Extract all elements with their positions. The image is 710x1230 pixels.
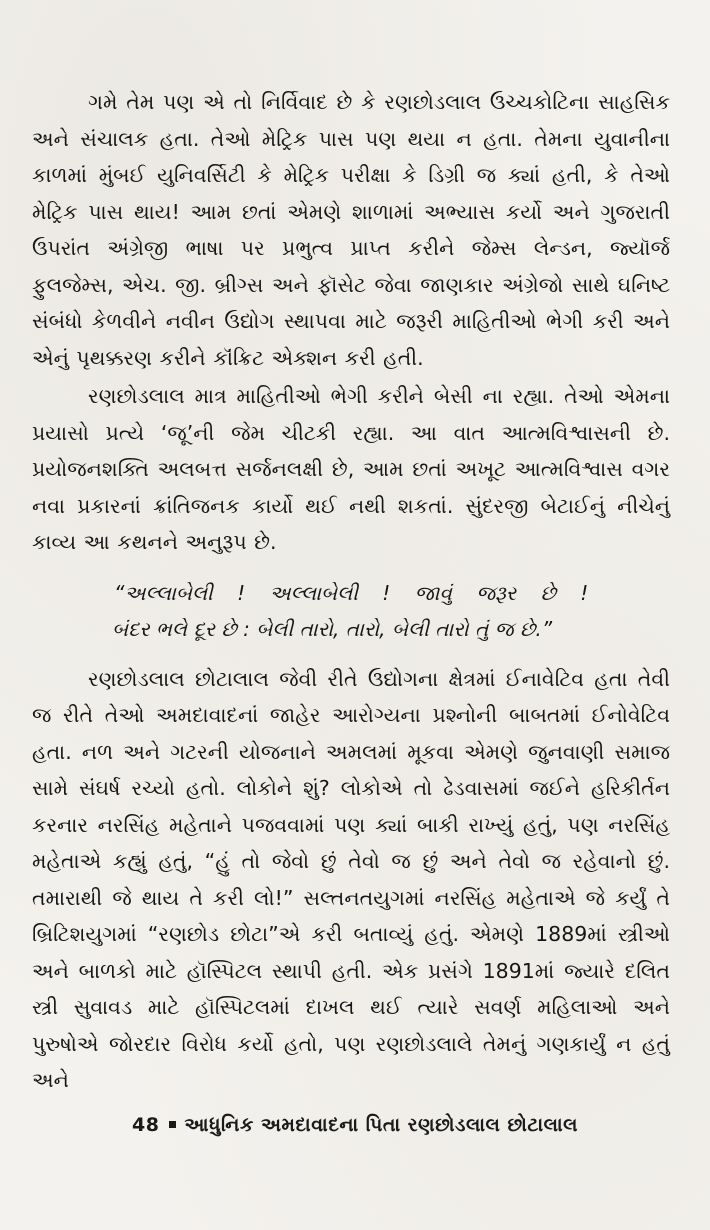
poem-quote: [32, 575, 670, 647]
paragraph-3: [32, 661, 670, 1099]
poem-line-2: બંદર ભલે દૂર છે : બેલી તારો, તારો, બેલી તારો તું જ છે.”: [112, 616, 553, 641]
paragraph-1: [32, 84, 670, 376]
paragraph-3-text: રણછોડલાલ છોટાલાલ જેવી રીતે ઉદ્યોગના ક્ષેત્રમાં ઈનાવેટિવ હતા તેવી જ રીતે તેઓ અમદાવાદનાં જાહેર આરોગ્યના પ્રશ્નોની બાબતમાં ઈનોવેટિવ હતા. નળ અને ગટરની યોજનાને અમલમાં મૂકવા એમણે જુનવાણી સમાજ સામે સંઘર્ષ રચ્યો હતો. લોકોને શું? લોકોએ તો ઢેડવાસમાં જઈને હરિકીર્તન કરનાર નરસિંહ મહેતાને પજવવામાં પણ ક્યાં બાકી રાખ્યું હતું, પણ નરસિંહ મહેતાએ કહ્યું હતું, “હું તો જેવો છું તેવો જ છું અને તેવો જ રહેવાનો છું. તમારાથી જે થાય તે કરી લો!” સલ્તનતયુગમાં નરસિંહ મહેતાએ જે કર્યું તે બ્રિટિશયુગમાં “રણછોડ છોટા”એ કરી બતાવ્યું હતું. એમણે 1889માં સ્ત્રીઓ અને બાળકો માટે હૉસ્પિટલ સ્થાપી હતી. એક પ્રસંગે 1891માં જ્યારે દલિત સ્ત્રી સુવાવડ માટે હૉસ્પિટલમાં દાખલ થઈ ત્યારે સવર્ણ મહિલાઓ અને પુરુષોએ જોરદાર વિરોધ કર્યો હતો, પણ રણછોડલાલે તેમનું ગણકાર્યું ન હતું અને: [32, 666, 670, 1092]
poem-line-1: “અલ્લાબેલી ! અલ્લાબેલી ! જાવું જરૂર છે !: [114, 580, 589, 605]
paragraph-2-text: રણછોડલાલ માત્ર માહિતીઓ ભેગી કરીને બેસી ના રહ્યા. તેઓ એમના પ્રયાસો પ્રત્યે ‘જૂ’ની જેમ ચીટકી રહ્યા. આ વાત આત્મવિશ્વાસની છે. પ્રયોજનશક્તિ અલબત્ત સર્જનલક્ષી છે, આમ છતાં અખૂટ આત્મવિશ્વાસ વગર નવા પ્રકારનાં ક્રાંતિજનક કાર્યો થઈ નથી શકતાં. સુંદરજી બેટાઈનું નીચેનું કાવ્ય આ કથનને અનુરૂપ છે.: [32, 384, 670, 554]
paragraph-1-text: ગમે તેમ પણ એ તો નિર્વિવાદ છે કે રણછોડલાલ ઉચ્ચકોટિના સાહસિક અને સંચાલક હતા. તેઓ મેટ્રિક પાસ પણ થયા ન હતા. તેમના યુવાનીના કાળમાં મુંબઈ યુનિવર્સિટી કે મેટ્રિક પરીક્ષા કે ડિગ્રી જ ક્યાં હતી, કે તેઓ મેટ્રિક પાસ થાય! આમ છતાં એમણે શાળામાં અભ્યાસ કર્યો અને ગુજરાતી ઉપરાંત અંગ્રેજી ભાષા પર પ્રભુત્વ પ્રાપ્ત કરીને જેમ્સ લેન્ડન, જ્યૉર્જ ફુલજેમ્સ, એચ. જી. બ્રીગ્સ અને ફૉસેટ જેવા જાણકાર અંગ્રેજો સાથે ઘનિષ્ટ સંબંધો કેળવીને નવીન ઉદ્યોગ સ્થાપવા માટે જરૂરી માહિતીઓ ભેગી કરી અને એનું પૃથક્કરણ કરીને કૉંક્રિટ એક્શન કરી હતી.: [32, 90, 670, 370]
paragraph-2: [32, 378, 670, 561]
page-footer: [0, 1114, 710, 1136]
square-bullet-icon: [169, 1121, 176, 1128]
book-title: આધુનિક અમદાવાદના પિતા રણછોડલાલ છોટાલાલ: [184, 1114, 579, 1136]
page-number: 48: [131, 1114, 160, 1136]
